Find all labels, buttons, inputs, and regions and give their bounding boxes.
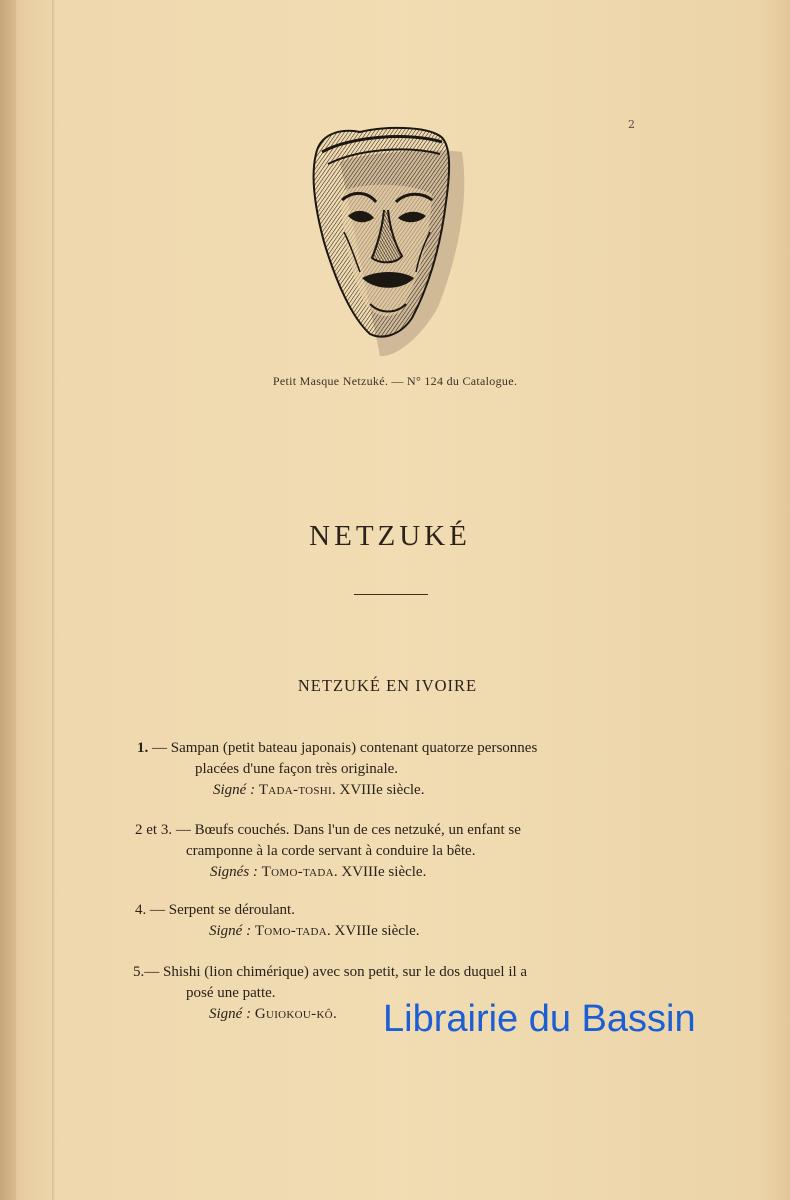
entry-number: 5. <box>133 964 145 980</box>
entry-line-1 <box>137 738 537 759</box>
entry-line-2: cramponne à la corde servant à conduire la bête. <box>186 843 476 859</box>
entry-text: — Sampan (petit bateau japonais) contenant quatorze personnes <box>148 740 538 756</box>
entry-number: 1. <box>137 740 149 756</box>
binding-edge <box>0 0 16 1200</box>
title-rule <box>354 594 428 595</box>
signature-date: . XVIIIe siècle. <box>332 782 425 798</box>
section-title: NETZUKÉ EN IVOIRE <box>297 676 478 695</box>
signature-label: Signé : <box>209 923 252 939</box>
signature-name: Guiokou-kô <box>254 1006 333 1022</box>
entry-signature <box>135 921 420 942</box>
entry-line-2: posé une patte. <box>186 985 276 1001</box>
entry-line-2: placées d'une façon très originale. <box>195 761 399 777</box>
entry-line-1 <box>133 962 527 983</box>
signature-name: Tada-toshi <box>258 782 333 798</box>
signature-date: . XVIIIe siècle. <box>333 864 427 880</box>
signature-label: Signé : <box>213 782 256 798</box>
catalogue-entry <box>137 738 537 801</box>
signature-name: Tomo-tada <box>261 864 334 880</box>
entry-text: — Serpent se déroulant. <box>146 902 295 918</box>
bookseller-watermark: Librairie du Bassin <box>383 998 696 1040</box>
entry-text: — Bœufs couchés. Dans l'un de ces netzuké, un enfant se <box>172 822 521 838</box>
signature-date: . <box>332 1006 337 1022</box>
entry-number: 4. <box>135 902 147 918</box>
illustration-caption: Petit Masque Netzuké. — N° 124 du Catalogue. <box>272 374 518 388</box>
page-number: 2 <box>628 118 635 131</box>
entry-line-1 <box>135 900 420 921</box>
entry-text: — Shishi (lion chimérique) avec son petit, sur le dos duquel il a <box>144 964 528 980</box>
entry-number: 2 et 3. <box>135 822 173 838</box>
catalogue-entry <box>135 900 420 942</box>
page-title: NETZUKÉ <box>309 520 471 552</box>
netsuke-mask-engraving <box>300 122 470 362</box>
signature-label: Signé : <box>209 1006 252 1022</box>
page-fold-shadow <box>52 0 55 1200</box>
entry-signature <box>137 780 537 801</box>
entry-line-1 <box>135 820 521 841</box>
catalogue-entry <box>135 820 521 883</box>
entry-signature <box>135 862 521 883</box>
signature-label: Signés : <box>210 864 258 880</box>
signature-date: . XVIIIe siècle. <box>327 923 420 939</box>
signature-name: Tomo-tada <box>254 923 328 939</box>
mask-illustration <box>300 122 470 362</box>
